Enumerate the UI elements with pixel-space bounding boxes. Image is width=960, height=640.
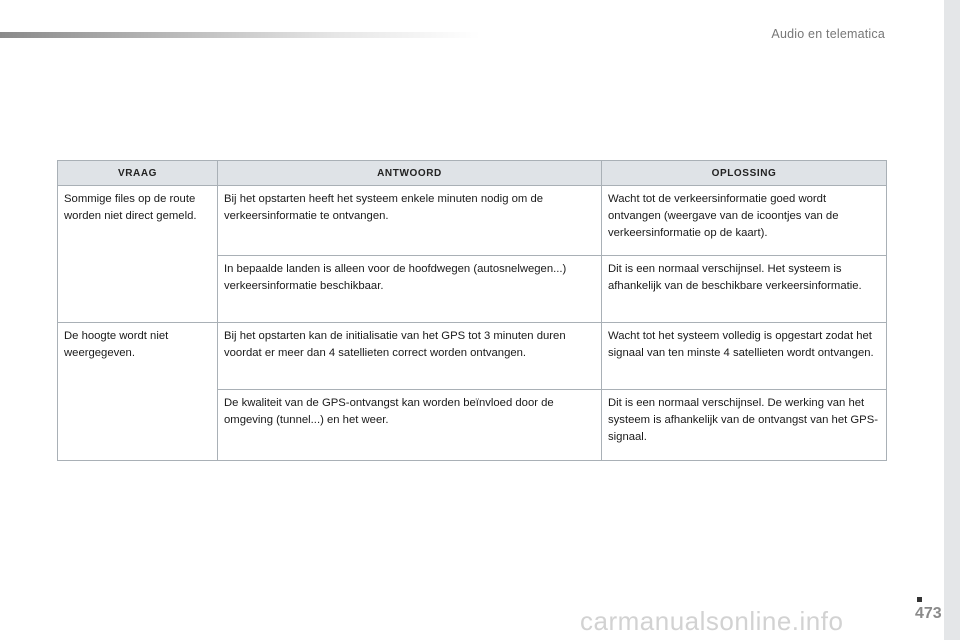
solution-cell: Wacht tot de verkeersinformatie goed wordt ontvangen (weergave van de icoontjes van de verkeersinformatie op de kaart). bbox=[602, 186, 887, 256]
header-gradient-bar bbox=[0, 32, 480, 38]
table-header-row bbox=[58, 161, 887, 186]
table-row bbox=[58, 186, 887, 256]
header-solution: OPLOSSING bbox=[602, 161, 887, 186]
page-marker bbox=[917, 597, 922, 602]
solution-cell: Wacht tot het systeem volledig is opgestart zodat het signaal van ten minste 4 satellieten wordt ontvangen. bbox=[602, 323, 887, 390]
table-row bbox=[58, 323, 887, 390]
answer-cell: Bij het opstarten heeft het systeem enkele minuten nodig om de verkeersinformatie te ontvangen. bbox=[218, 186, 602, 256]
solution-cell: Dit is een normaal verschijnsel. De werking van het systeem is afhankelijk van de ontvangst van het GPS-signaal. bbox=[602, 390, 887, 461]
question-cell: Sommige files op de route worden niet direct gemeld. bbox=[58, 186, 218, 323]
watermark: carmanualsonline.info bbox=[580, 606, 844, 636]
page-number: 473 bbox=[915, 605, 942, 622]
troubleshooting-table bbox=[57, 160, 887, 461]
section-title: Audio en telematica bbox=[771, 27, 885, 41]
header-answer: ANTWOORD bbox=[218, 161, 602, 186]
side-strip bbox=[944, 0, 960, 640]
header-question: VRAAG bbox=[58, 161, 218, 186]
solution-cell: Dit is een normaal verschijnsel. Het systeem is afhankelijk van de beschikbare verkeersinformatie. bbox=[602, 256, 887, 323]
question-cell: De hoogte wordt niet weergegeven. bbox=[58, 323, 218, 461]
answer-cell: De kwaliteit van de GPS-ontvangst kan worden beïnvloed door de omgeving (tunnel...) en het weer. bbox=[218, 390, 602, 461]
answer-cell: Bij het opstarten kan de initialisatie van het GPS tot 3 minuten duren voordat er meer dan 4 satellieten correct worden ontvangen. bbox=[218, 323, 602, 390]
answer-cell: In bepaalde landen is alleen voor de hoofdwegen (autosnelwegen...) verkeersinformatie beschikbaar. bbox=[218, 256, 602, 323]
